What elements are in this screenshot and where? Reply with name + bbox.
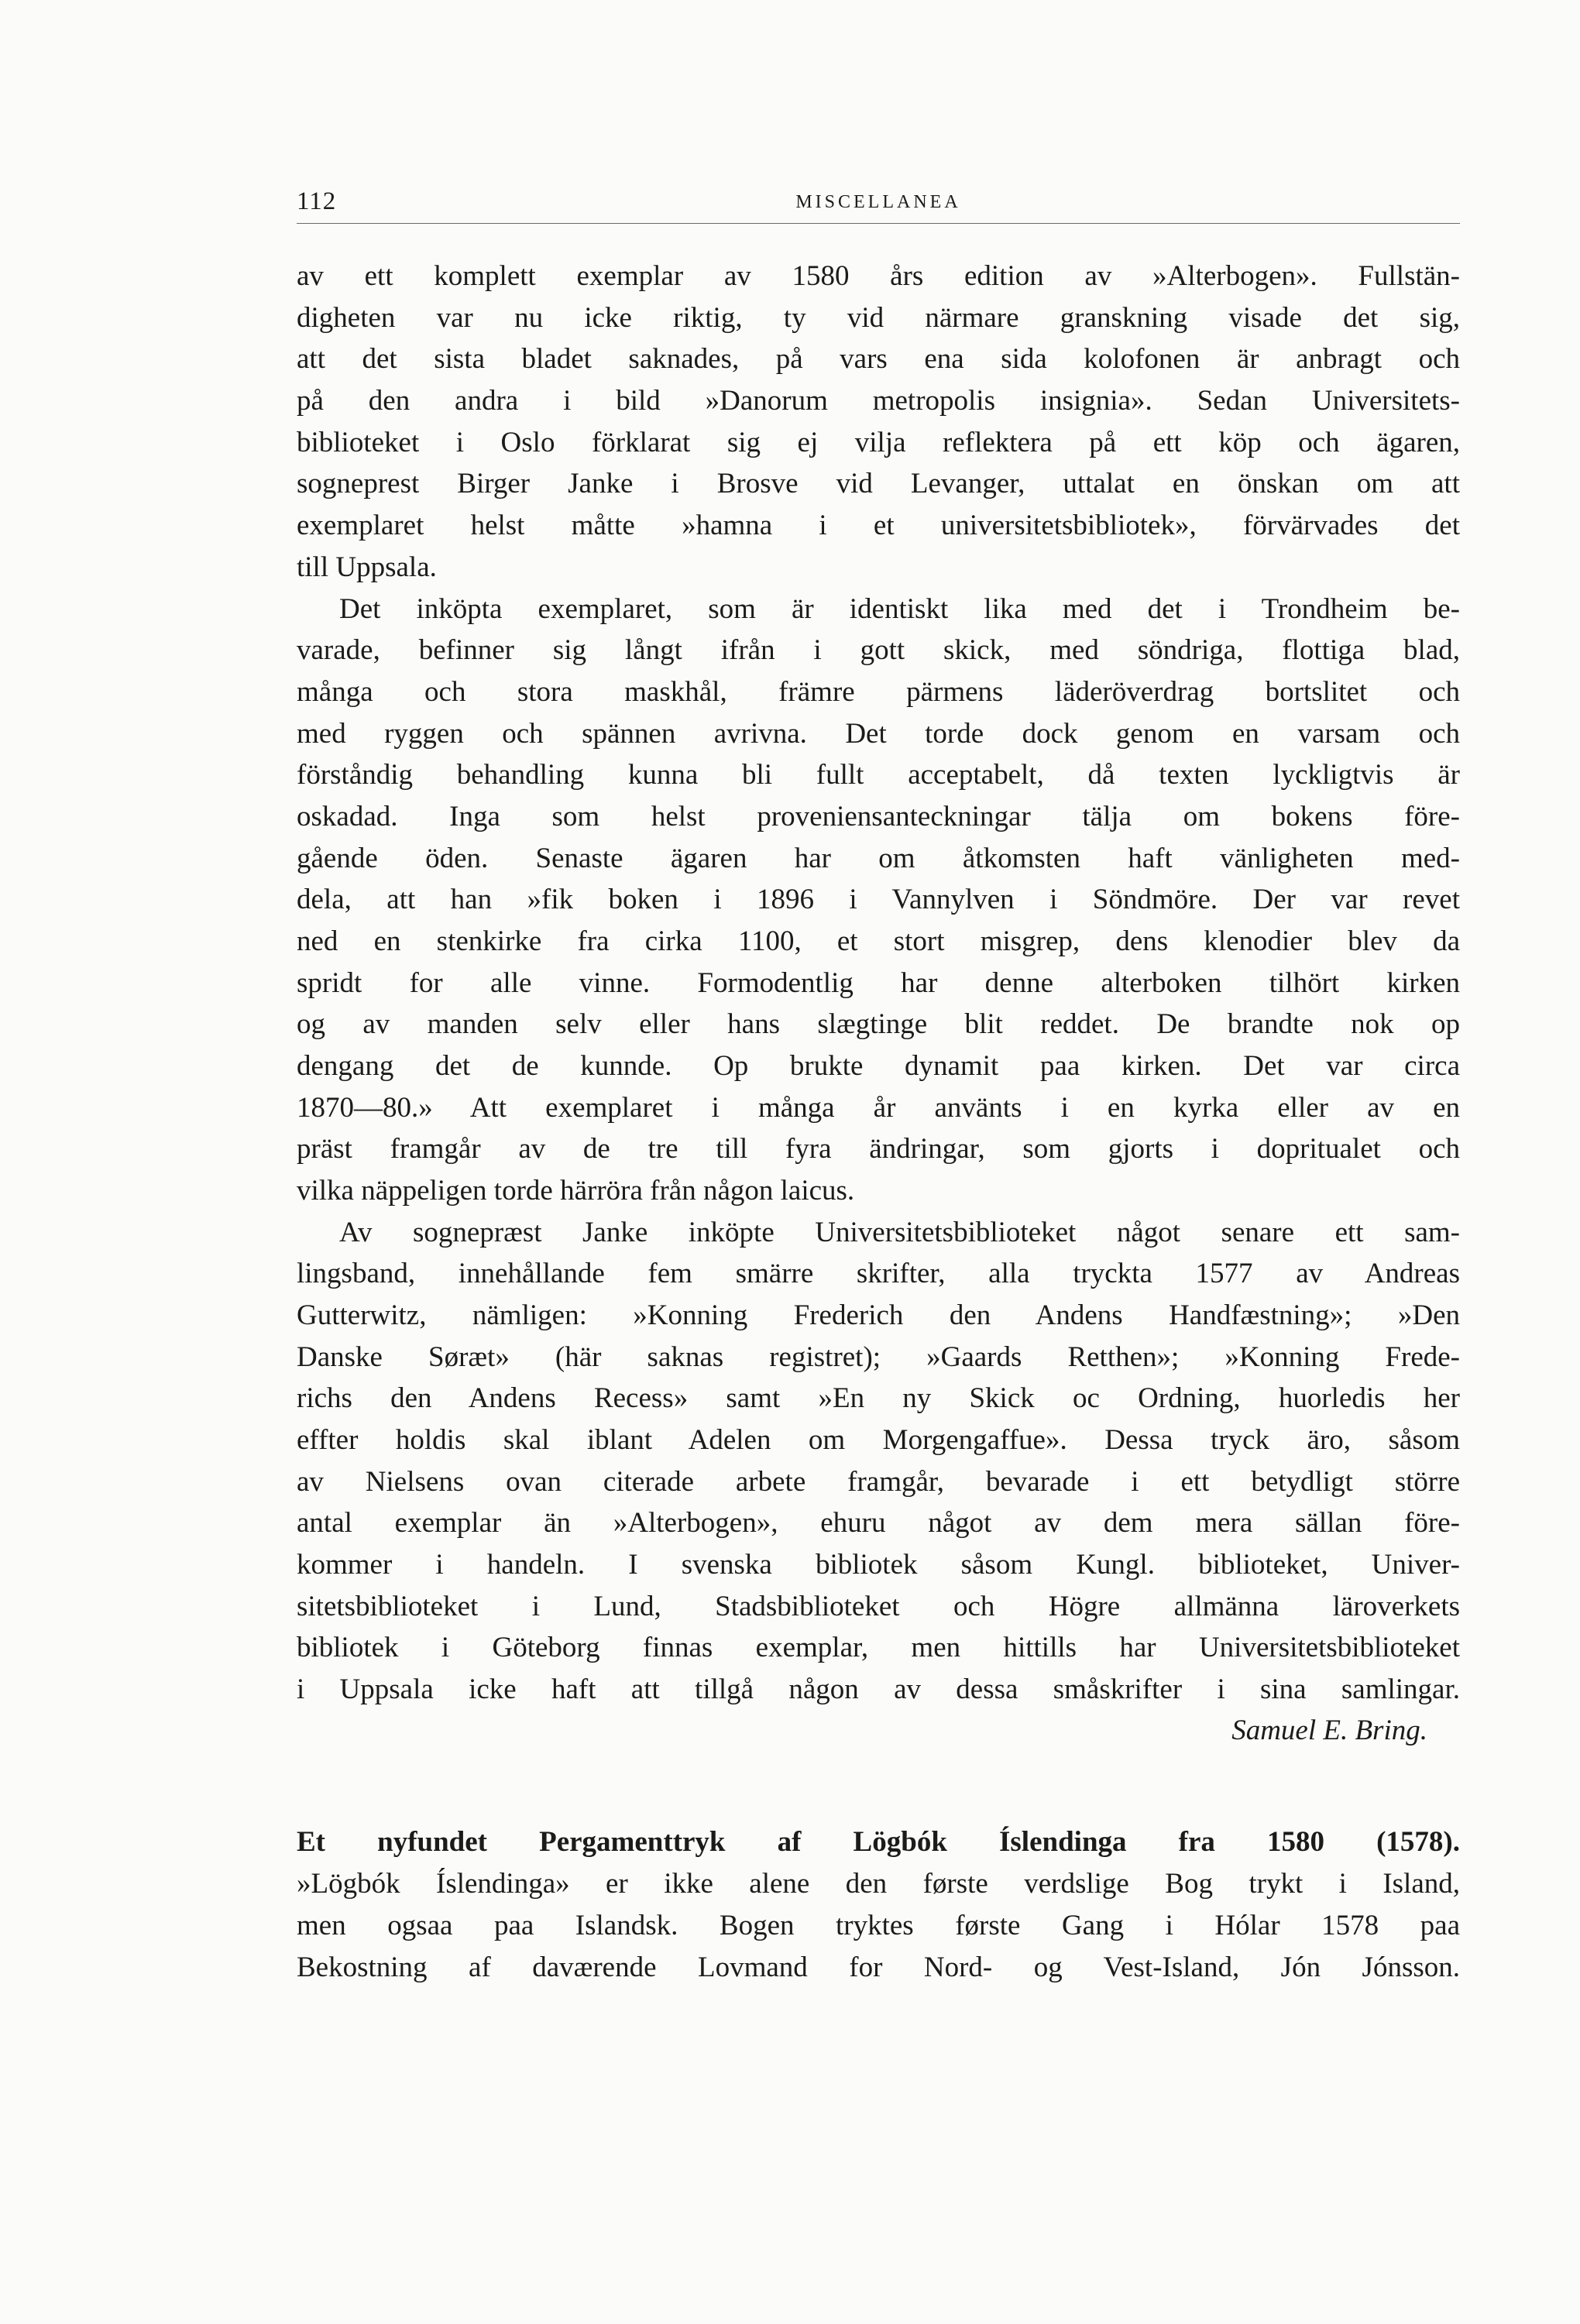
text-line: exemplaret helst måtte »hamna i et universitetsbibliotek», förvärvades det — [297, 510, 1460, 541]
text-line: »Lögbók Íslendinga» er ikke alene den første verdslige Bog trykt i Island, — [297, 1868, 1460, 1900]
text-line: på den andra i bild »Danorum metropolis insignia». Sedan Universitets- — [297, 385, 1460, 417]
text-line: vilka näppeligen torde härröra från någon laicus. — [297, 1175, 855, 1207]
page-number: 112 — [297, 187, 337, 215]
text-line: spridt for alle vinne. Formodentlig har denne alterboken tilhört kirken — [297, 967, 1460, 999]
text-line: effter holdis skal iblant Adelen om Morgengaffue». Dessa tryck äro, såsom — [297, 1424, 1460, 1456]
text-line: till Uppsala. — [297, 551, 437, 583]
text-line: og av manden selv eller hans slægtinge blit reddet. De brandte nok op — [297, 1008, 1460, 1040]
text-line: ned en stenkirke fra cirka 1100, et stort misgrep, dens klenodier blev da — [297, 925, 1460, 957]
author-signature: Samuel E. Bring. — [1231, 1715, 1427, 1746]
text-line: av Nielsens ovan citerade arbete framgår, bevarade i ett betydligt större — [297, 1466, 1460, 1498]
text-line: dengang det de kunnde. Op brukte dynamit paa kirken. Det var circa — [297, 1050, 1460, 1082]
text-line: men ogsaa paa Islandsk. Bogen tryktes første Gang i Hólar 1578 paa — [297, 1910, 1460, 1941]
text-line: antal exemplar än »Alterbogen», ehuru något av dem mera sällan före- — [297, 1507, 1460, 1539]
running-head: MISCELLANEA — [795, 192, 961, 212]
text-line: 1870—80.» Att exemplaret i många år använts i en kyrka eller av en — [297, 1092, 1460, 1124]
text-line: Danske Søræt» (här saknas registret); »Gaards Retthen»; »Konning Frede- — [297, 1341, 1460, 1373]
paragraph-start-line: Av sognepræst Janke inköpte Universitetsbiblioteket något senare ett sam- — [339, 1217, 1460, 1248]
text-line: sogneprest Birger Janke i Brosve vid Levanger, uttalat en önskan om att — [297, 468, 1460, 499]
text-line: oskadad. Inga som helst proveniensanteckningar tälja om bokens före- — [297, 801, 1460, 832]
text-line: att det sista bladet saknades, på vars ena sida kolofonen är anbragt och — [297, 343, 1460, 375]
text-line: Gutterwitz, nämligen: »Konning Frederich den Andens Handfæstning»; »Den — [297, 1299, 1460, 1331]
text-line: med ryggen och spännen avrivna. Det torde dock genom en varsam och — [297, 718, 1460, 750]
text-line: biblioteket i Oslo förklarat sig ej vilja reflektera på ett köp och ägaren, — [297, 427, 1460, 458]
text-line: Bekostning af daværende Lovmand for Nord- og Vest-Island, Jón Jónsson. — [297, 1952, 1460, 1983]
text-line: gående öden. Senaste ägaren har om åtkomsten haft vänligheten med- — [297, 843, 1460, 874]
text-line: många och stora maskhål, främre pärmens läderöverdrag bortslitet och — [297, 676, 1460, 708]
paragraph-start-line: Det inköpta exemplaret, som är identiskt lika med det i Trondheim be- — [339, 593, 1460, 625]
section-heading: Et nyfundet Pergamenttryk af Lögbók Íslendinga fra 1580 (1578). — [297, 1826, 1460, 1858]
text-line: bibliotek i Göteborg finnas exemplar, men hittills har Universitetsbiblioteket — [297, 1632, 1460, 1663]
page-header — [297, 186, 1460, 224]
text-line: av ett komplett exemplar av 1580 års edition av »Alterbogen». Fullstän- — [297, 260, 1460, 292]
text-line: förståndig behandling kunna bli fullt acceptabelt, då texten lyckligtvis är — [297, 759, 1460, 791]
text-line: i Uppsala icke haft att tillgå någon av dessa småskrifter i sina samlingar. — [297, 1673, 1460, 1705]
text-line: varade, befinner sig långt ifrån i gott skick, med söndriga, flottiga blad, — [297, 634, 1460, 666]
text-line: digheten var nu icke riktig, ty vid närmare granskning visade det sig, — [297, 302, 1460, 334]
text-line: lingsband, innehållande fem smärre skrifter, alla tryckta 1577 av Andreas — [297, 1258, 1460, 1289]
text-line: sitetsbiblioteket i Lund, Stadsbiblioteket och Högre allmänna läroverkets — [297, 1591, 1460, 1622]
text-line: richs den Andens Recess» samt »En ny Skick oc Ordning, huorledis her — [297, 1382, 1460, 1414]
text-line: kommer i handeln. I svenska bibliotek såsom Kungl. biblioteket, Univer- — [297, 1549, 1460, 1581]
text-line: präst framgår av de tre till fyra ändringar, som gjorts i dopritualet och — [297, 1133, 1460, 1165]
text-line: dela, att han »fik boken i 1896 i Vannylven i Söndmöre. Der var revet — [297, 884, 1460, 915]
